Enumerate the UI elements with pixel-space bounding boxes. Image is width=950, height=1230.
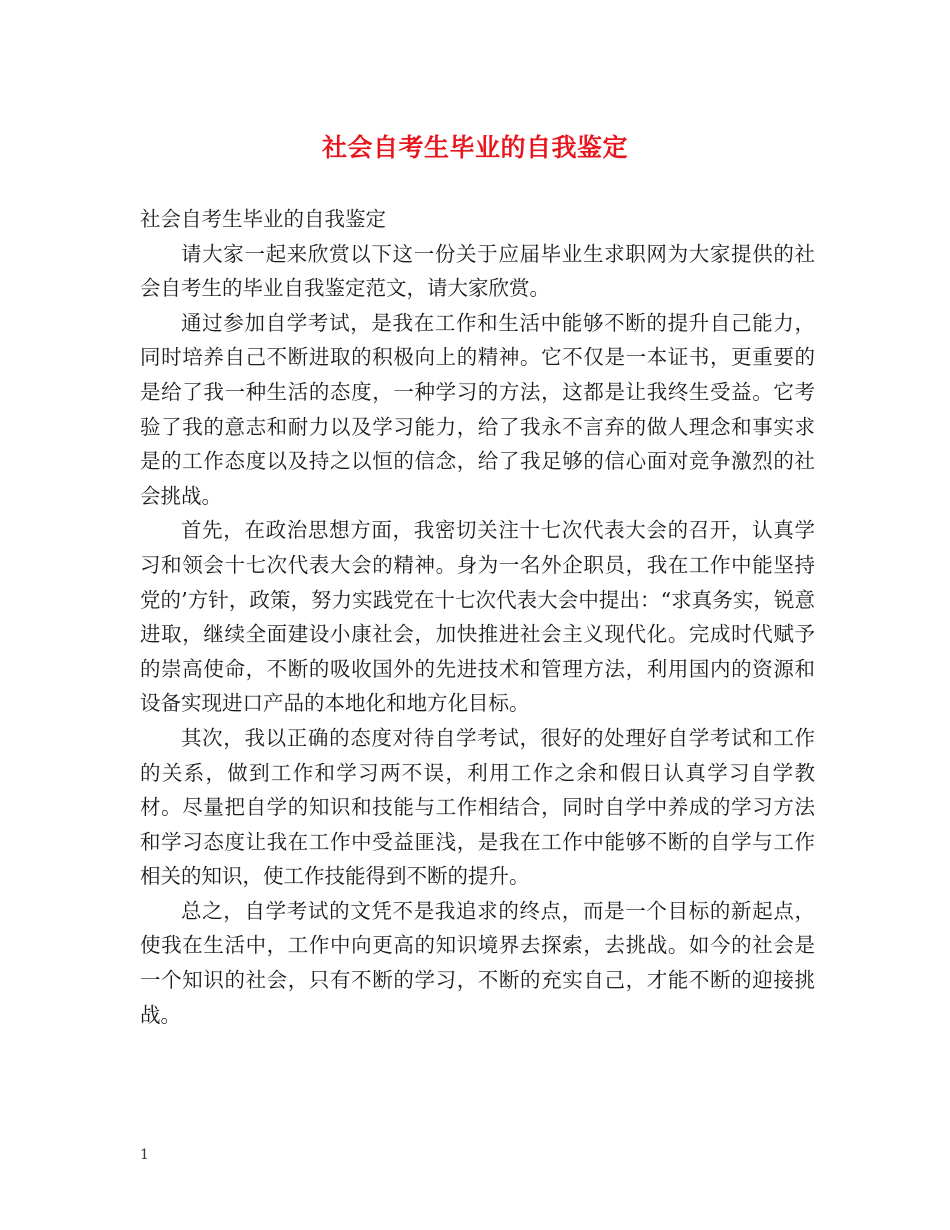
document-body (140, 202, 815, 1032)
paragraph: 总之，自学考试的文凭不是我追求的终点，而是一个目标的新起点，使我在生活中，工作中向更高的知识境界去探索，去挑战。如今的社会是一个知识的社会，只有不断的学习，不断的充实自己，才能不断的迎接挑战。 (140, 898, 815, 1027)
document-subtitle: 社会自考生毕业的自我鉴定 (140, 207, 386, 231)
page-number: 1 (140, 1147, 149, 1163)
document-title: 社会自考生毕业的自我鉴定 (321, 133, 628, 162)
paragraph: 其次，我以正确的态度对待自学考试，很好的处理好自学考试和工作的关系，做到工作和学习两不误，利用工作之余和假日认真学习自学教材。尽量把自学的知识和技能与工作相结合，同时自学中养成的学习方法和学习态度让我在工作中受益匪浅，是我在工作中能够不断的自学与工作相关的知识，使工作技能得到不断的提升。 (140, 725, 815, 889)
paragraph: 首先，在政治思想方面，我密切关注十七次代表大会的召开，认真学习和领会十七次代表大会的精神。身为一名外企职员，我在工作中能坚持党的’方针，政策，努力实践党在十七次代表大会中提出：“求真务实，锐意进取，继续全面建设小康社会，加快推进社会主义现代化。完成时代赋予的崇高使命，不断的吸收国外的先进技术和管理方法，利用国内的资源和设备实现进口产品的本地化和地方化目标。 (140, 518, 815, 716)
paragraph: 请大家一起来欣赏以下这一份关于应届毕业生求职网为大家提供的社会自考生的毕业自我鉴定范文，请大家欣赏。 (140, 241, 815, 301)
paragraph: 通过参加自学考试，是我在工作和生活中能够不断的提升自己能力，同时培养自己不断进取的积极向上的精神。它不仅是一本证书，更重要的是给了我一种生活的态度，一种学习的方法，这都是让我终生受益。它考验了我的意志和耐力以及学习能力，给了我永不言弃的做人理念和事实求是的工作态度以及持之以恒的信念，给了我足够的信心面对竞争激烈的社会挑战。 (140, 310, 815, 508)
